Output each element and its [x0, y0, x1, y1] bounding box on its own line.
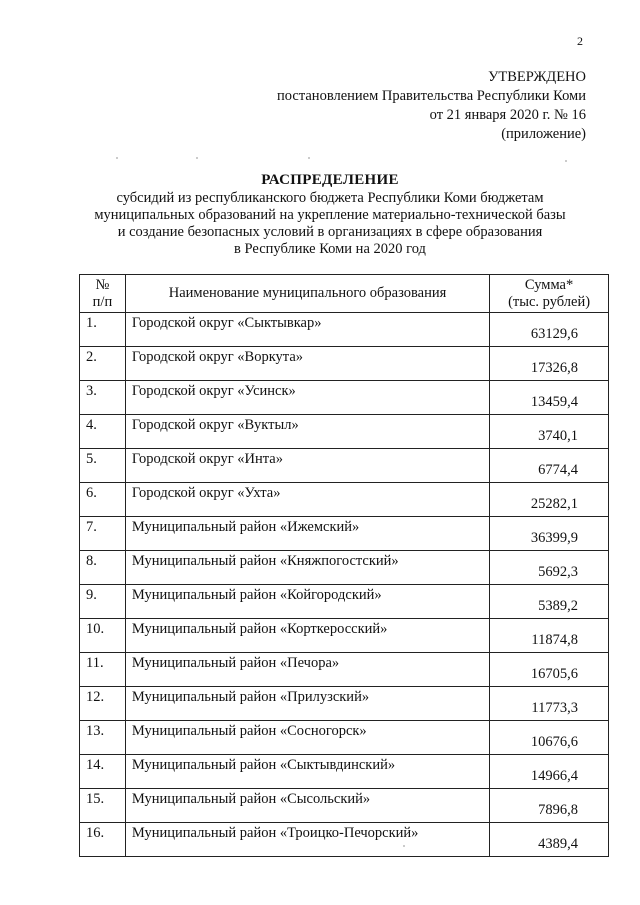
subtitle-line: и создание безопасных условий в организациях в сфере образования: [117, 224, 543, 240]
row-name: Муниципальный район «Койгородский»: [125, 585, 489, 619]
header-name: Наименование муниципального образования: [125, 275, 489, 313]
row-amount: 17326,8: [490, 347, 609, 381]
table-row: [80, 619, 609, 653]
row-amount: 6774,4: [490, 449, 609, 483]
row-number: 7.: [80, 517, 126, 551]
approval-appendix: (приложение): [501, 126, 586, 142]
row-name: Городской округ «Ухта»: [125, 483, 489, 517]
scan-speck: [308, 157, 310, 159]
table-row: [80, 347, 609, 381]
row-name: Муниципальный район «Печора»: [125, 653, 489, 687]
row-number: 5.: [80, 449, 126, 483]
row-name: Муниципальный район «Корткеросский»: [125, 619, 489, 653]
table-row: [80, 755, 609, 789]
subtitle-line: муниципальных образований на укрепление материально-технической базы: [94, 207, 566, 223]
row-number: 10.: [80, 619, 126, 653]
row-number: 8.: [80, 551, 126, 585]
approval-block: [166, 68, 586, 144]
row-amount: 11874,8: [490, 619, 609, 653]
row-amount: 10676,6: [490, 721, 609, 755]
row-amount: 13459,4: [490, 381, 609, 415]
row-number: 14.: [80, 755, 126, 789]
row-number: 6.: [80, 483, 126, 517]
document-heading: [70, 172, 590, 258]
table-row: [80, 721, 609, 755]
table-header-row: [80, 275, 609, 313]
table-row: [80, 653, 609, 687]
approval-date: от 21 января 2020 г. № 16: [429, 107, 586, 123]
header-number: № п/п: [80, 275, 126, 313]
row-name: Городской округ «Инта»: [125, 449, 489, 483]
table-row: [80, 415, 609, 449]
row-name: Городской округ «Вуктыл»: [125, 415, 489, 449]
row-amount: 36399,9: [490, 517, 609, 551]
row-amount: 5389,2: [490, 585, 609, 619]
table-row: [80, 687, 609, 721]
row-name: Городской округ «Воркута»: [125, 347, 489, 381]
row-name: Муниципальный район «Княжпогостский»: [125, 551, 489, 585]
row-number: 13.: [80, 721, 126, 755]
row-amount: 3740,1: [490, 415, 609, 449]
row-number: 12.: [80, 687, 126, 721]
row-number: 11.: [80, 653, 126, 687]
table-row: [80, 381, 609, 415]
row-amount: 16705,6: [490, 653, 609, 687]
row-name: Муниципальный район «Сыктывдинский»: [125, 755, 489, 789]
approval-stamp: УТВЕРЖДЕНО: [488, 69, 586, 85]
row-amount: 4389,4: [490, 823, 609, 857]
row-name: Муниципальный район «Сысольский»: [125, 789, 489, 823]
scan-speck: [116, 157, 118, 159]
scan-speck: [403, 845, 405, 847]
page-number: 2: [577, 34, 583, 48]
row-name: Муниципальный район «Троицко-Печорский»: [125, 823, 489, 857]
row-amount: 14966,4: [490, 755, 609, 789]
row-number: 3.: [80, 381, 126, 415]
header-amount: Сумма* (тыс. рублей): [490, 275, 609, 313]
subtitle-line: субсидий из республиканского бюджета Республики Коми бюджетам: [116, 190, 544, 206]
row-number: 15.: [80, 789, 126, 823]
approval-decree: постановлением Правительства Республики Коми: [277, 88, 586, 104]
table-row: [80, 789, 609, 823]
row-number: 9.: [80, 585, 126, 619]
row-name: Муниципальный район «Сосногорск»: [125, 721, 489, 755]
row-number: 16.: [80, 823, 126, 857]
row-amount: 7896,8: [490, 789, 609, 823]
row-name: Городской округ «Усинск»: [125, 381, 489, 415]
row-number: 2.: [80, 347, 126, 381]
row-name: Муниципальный район «Прилузский»: [125, 687, 489, 721]
document-title: РАСПРЕДЕЛЕНИЕ: [261, 172, 399, 188]
scan-speck: [565, 160, 567, 162]
table-row: [80, 449, 609, 483]
row-number: 1.: [80, 313, 126, 347]
row-amount: 25282,1: [490, 483, 609, 517]
row-amount: 63129,6: [490, 313, 609, 347]
table-row: [80, 517, 609, 551]
scan-speck: [196, 157, 198, 159]
row-name: Городской округ «Сыктывкар»: [125, 313, 489, 347]
table-row: [80, 585, 609, 619]
row-amount: 5692,3: [490, 551, 609, 585]
subtitle-line: в Республике Коми на 2020 год: [234, 241, 426, 257]
table-row: [80, 483, 609, 517]
distribution-table: [79, 274, 609, 857]
row-amount: 11773,3: [490, 687, 609, 721]
table-row: [80, 823, 609, 857]
document-subtitle: [70, 190, 590, 258]
row-name: Муниципальный район «Ижемский»: [125, 517, 489, 551]
table-row: [80, 551, 609, 585]
table-row: [80, 313, 609, 347]
row-number: 4.: [80, 415, 126, 449]
